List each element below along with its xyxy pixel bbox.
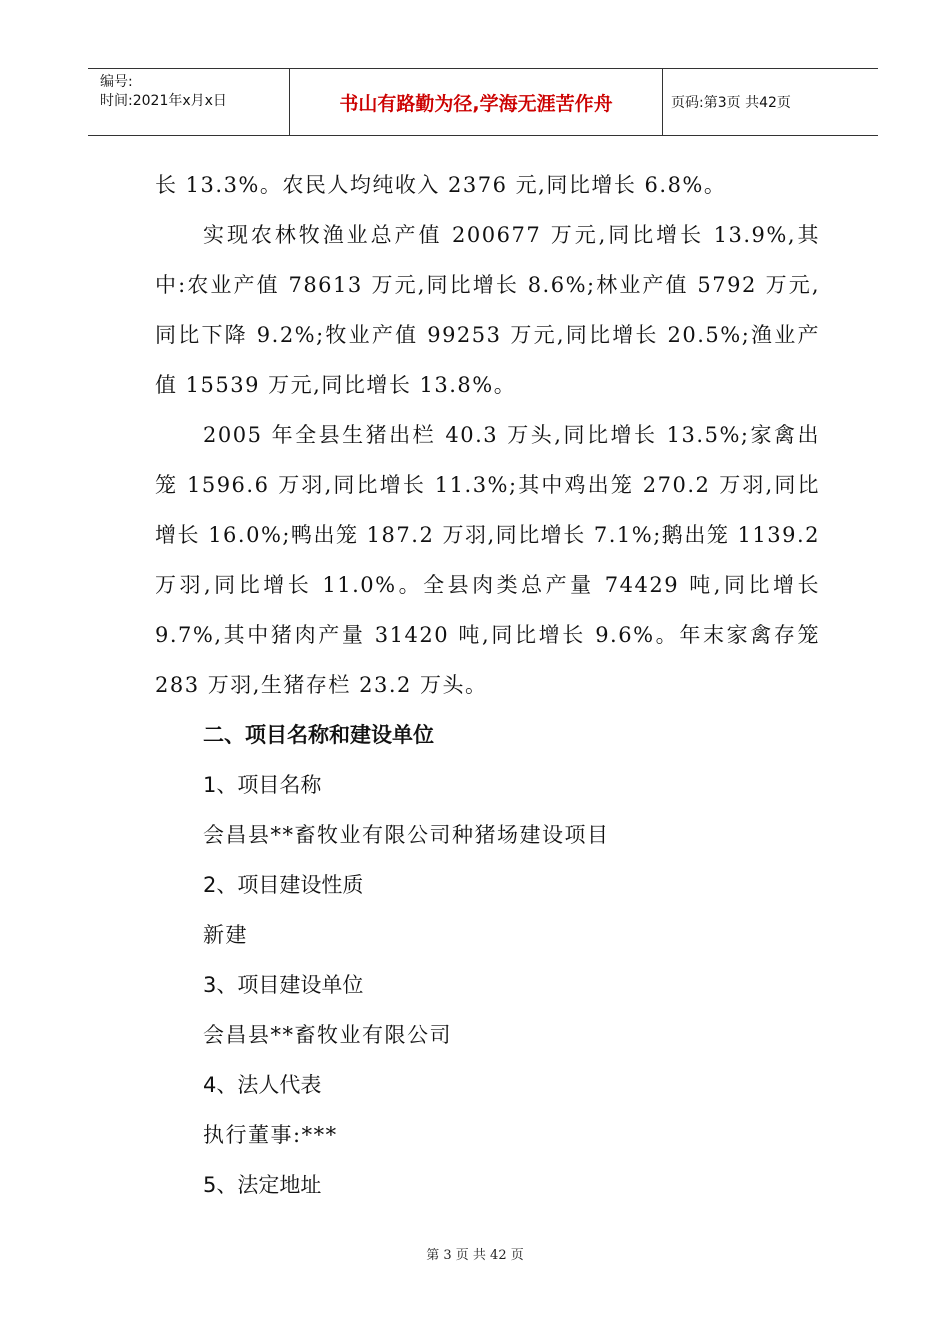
page-footer: 第 3 页 共 42 页 [426,1248,524,1263]
item-value-project-name: 会昌县**畜牧业有限公司种猪场建设项目 [203,823,610,847]
paragraph-livestock: 2005 年全县生猪出栏 40.3 万头,同比增长 13.5%;家禽出笼 1596.6 万羽,同比增长 11.3%;其中鸡出笼 270.2 万羽,同比增长 16.0%;鸭出笼 187.2 万羽,同比增长 7.1%;鹅出笼 1139.2 万羽,同比增长 11.0%。全县肉类总产量 74429 吨,同比增长 9.7%,其中猪肉产量 31420 吨,同比增长 9.6%。年末家禽存笼 283 万羽,生猪存栏 23.2 万头。 [155,423,820,697]
item-heading-legal-rep: 4、法人代表 [203,1073,322,1097]
item-heading-construction-unit: 3、项目建设单位 [203,973,364,997]
item-heading-legal-address: 5、法定地址 [203,1173,322,1197]
item-value-construction-unit: 会昌县**畜牧业有限公司 [203,1023,452,1047]
item-heading-project-nature: 2、项目建设性质 [203,873,364,897]
header-motto: 书山有路勤为径,学海无涯苦作舟 [290,69,663,135]
header-doc-number: 编号: [100,74,133,90]
item-value-project-nature: 新建 [203,923,248,947]
section-heading: 二、项目名称和建设单位 [203,723,434,747]
item-heading-project-name: 1、项目名称 [203,773,322,797]
paragraph-agriculture-output: 实现农林牧渔业总产值 200677 万元,同比增长 13.9%,其中:农业产值 78613 万元,同比增长 8.6%;林业产值 5792 万元,同比下降 9.2%;牧业产值 99253 万元,同比增长 20.5%;渔业产值 15539 万元,同比增长 13.8%。 [155,223,820,397]
item-value-legal-rep: 执行董事:*** [203,1123,338,1147]
page-header [88,68,878,136]
header-date: 时间:2021年x月x日 [100,93,227,109]
header-page-info: 页码:第3页 共42页 [671,95,791,111]
paragraph-continuation: 长 13.3%。农民人均纯收入 2376 元,同比增长 6.8%。 [155,173,727,197]
header-meta [88,69,290,135]
document-body [155,160,820,1210]
